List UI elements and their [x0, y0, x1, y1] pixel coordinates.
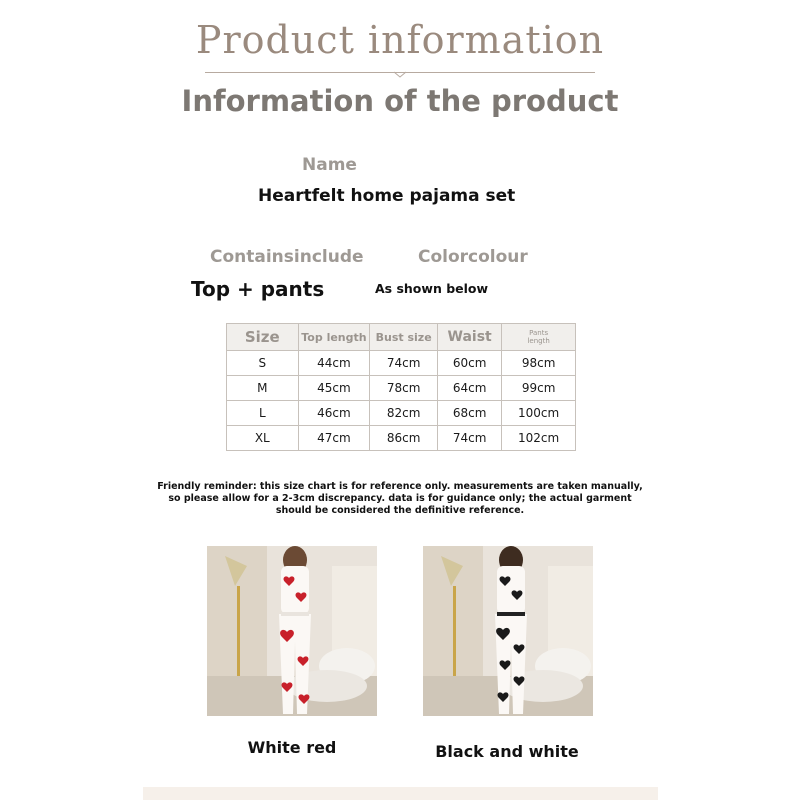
cell-size: XL — [227, 426, 299, 451]
divider-notch-icon — [394, 66, 406, 78]
size-chart-table — [226, 323, 576, 451]
cell-waist: 64cm — [438, 376, 502, 401]
cell-waist: 74cm — [438, 426, 502, 451]
name-value: Heartfelt home pajama set — [258, 186, 516, 206]
page-subtitle: Information of the product — [181, 84, 619, 118]
page-script-title: Product information — [195, 18, 605, 62]
cell-bust-size: 74cm — [370, 351, 438, 376]
color-label: Colorcolour — [418, 247, 528, 267]
cell-size: M — [227, 376, 299, 401]
cell-bust-size: 86cm — [370, 426, 438, 451]
cell-waist: 68cm — [438, 401, 502, 426]
cell-size: S — [227, 351, 299, 376]
header-pants-length-text: Pants length — [527, 329, 550, 345]
product-photo-black-white — [423, 546, 593, 716]
cell-pants-length: 102cm — [502, 426, 576, 451]
photo-white-red-illustration — [207, 546, 377, 716]
header-waist: Waist — [438, 324, 502, 351]
product-photo-white-red — [207, 546, 377, 716]
cell-waist: 60cm — [438, 351, 502, 376]
cell-bust-size: 82cm — [370, 401, 438, 426]
cell-top-length: 44cm — [298, 351, 370, 376]
header-size: Size — [227, 324, 299, 351]
cell-bust-size: 78cm — [370, 376, 438, 401]
name-label: Name — [302, 155, 357, 175]
size-chart-reminder: Friendly reminder: this size chart is for reference only. measurements are taken manually, so please allow for a 2-3cm discrepancy. data is for guidance only; the actual garment should be considered the definitive reference. — [157, 481, 643, 516]
cell-top-length: 45cm — [298, 376, 370, 401]
header-bust-size: Bust size — [370, 324, 438, 351]
color-value: As shown below — [375, 281, 489, 296]
cell-size: L — [227, 401, 299, 426]
contains-value: Top + pants — [191, 277, 325, 301]
cell-pants-length: 100cm — [502, 401, 576, 426]
variant-caption-white-red: White red — [247, 738, 337, 757]
variant-caption-black-white: Black and white — [435, 742, 579, 761]
size-chart-header-row — [227, 324, 576, 351]
table-row — [227, 376, 576, 401]
table-row — [227, 426, 576, 451]
cell-pants-length: 99cm — [502, 376, 576, 401]
cell-top-length: 47cm — [298, 426, 370, 451]
header-top-length: Top length — [298, 324, 370, 351]
table-row — [227, 401, 576, 426]
cell-top-length: 46cm — [298, 401, 370, 426]
header-pants-length — [502, 324, 576, 351]
cell-pants-length: 98cm — [502, 351, 576, 376]
contains-label: Containsinclude — [210, 247, 364, 267]
bottom-band — [143, 787, 658, 800]
photo-black-white-illustration — [423, 546, 593, 716]
table-row — [227, 351, 576, 376]
